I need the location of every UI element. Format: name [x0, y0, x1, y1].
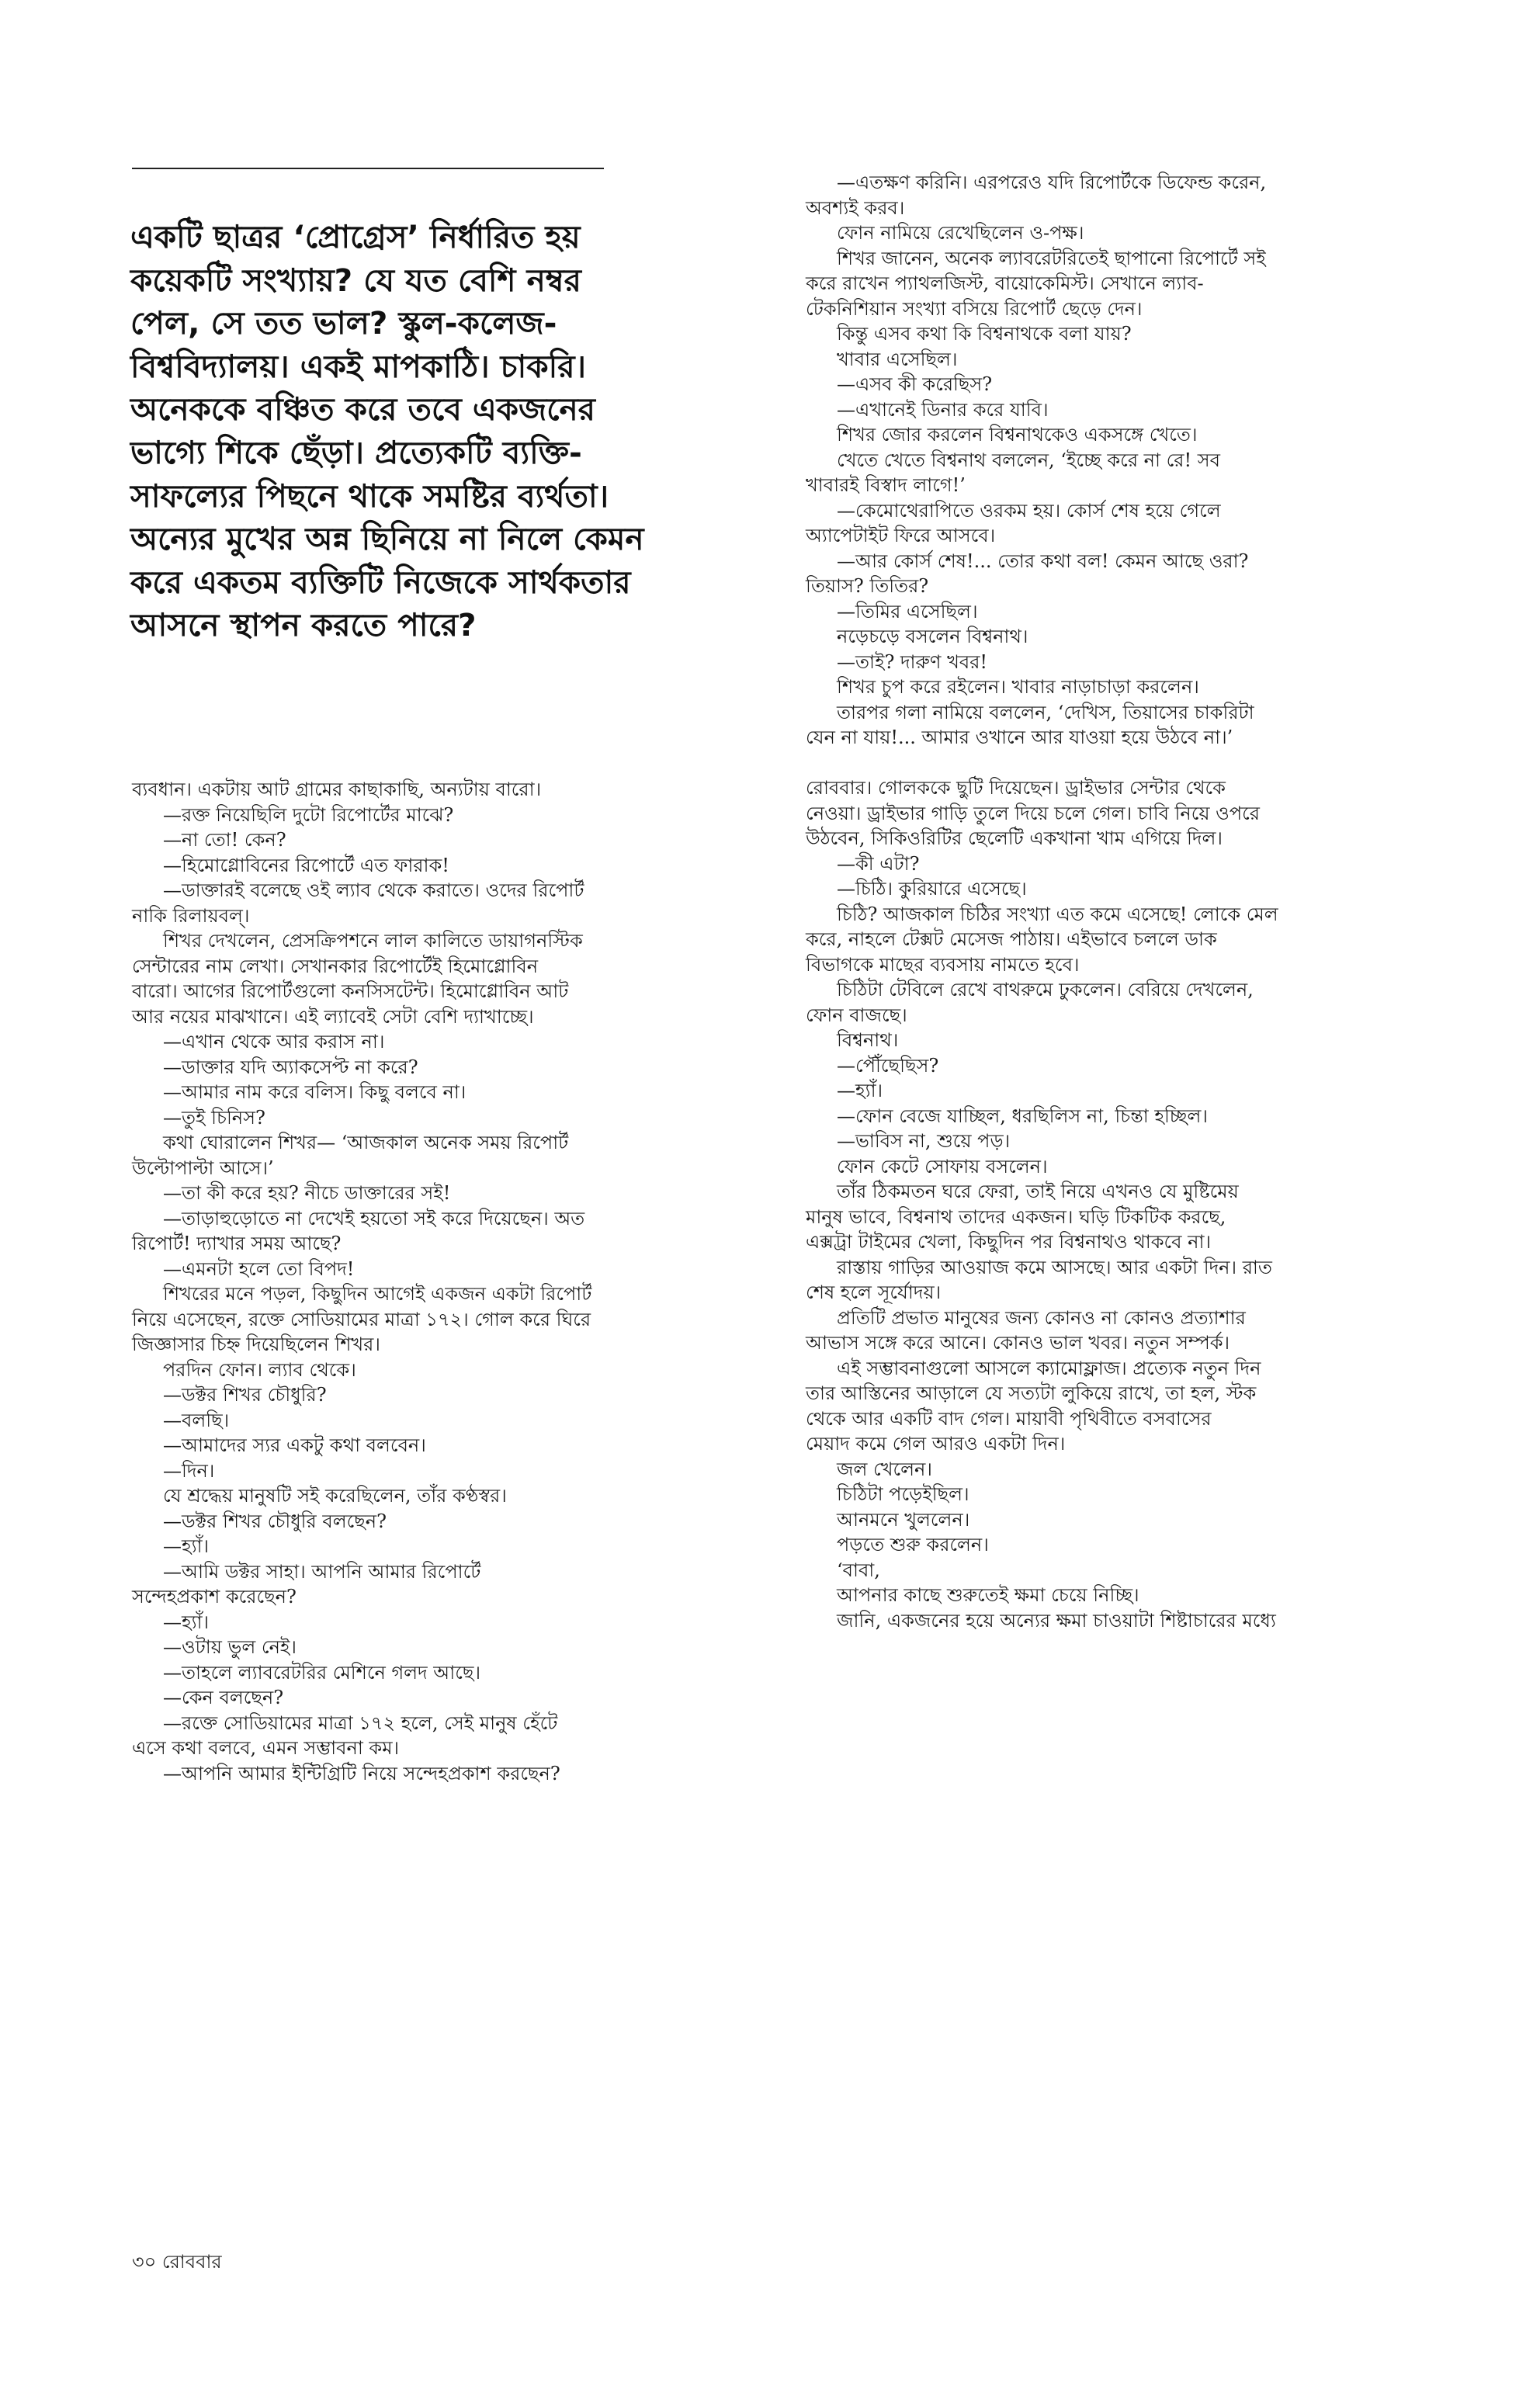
text-line: নাকি রিলায়বল্‌।	[132, 904, 250, 927]
text-line: যে শ্রদ্ধেয় মানুষটি সই করেছিলেন, তাঁর কণ্ঠস্বর।	[163, 1485, 507, 1507]
text-line: এক্সট্রা টাইমের খেলা, কিছুদিন পর বিশ্বনাথও থাকবে না।	[806, 1231, 1212, 1253]
text-line: পড়তে শুরু করলেন।	[837, 1534, 989, 1555]
text-line: —আপনি আমার ইন্টিগ্রিটি নিয়ে সন্দেহপ্রকাশ করছেন?	[163, 1762, 560, 1784]
pull-quote-line: করে একতম ব্যক্তিটি নিজেকে সার্থকতার	[130, 563, 631, 601]
text-line: চিঠি? আজকাল চিঠির সংখ্যা এত কমে এসেছে! লোকে মেল	[837, 903, 1278, 925]
text-line: নিয়ে এসেছেন, রক্তে সোডিয়ামের মাত্রা ১৭২। গোল করে ঘিরে	[132, 1308, 591, 1330]
text-line: রাস্তায় গাড়ির আওয়াজ কমে আসছে। আর একটা দিন। রাত	[837, 1256, 1272, 1278]
text-line: শিখরের মনে পড়ল, কিছুদিন আগেই একজন একটা রিপোর্ট	[163, 1283, 592, 1305]
text-line: নড়েচড়ে বসলেন বিশ্বনাথ।	[837, 626, 1028, 647]
text-line: —কেমোথেরাপিতে ওরকম হয়। কোর্স শেষ হয়ে গেলে	[837, 499, 1221, 522]
text-line: —চিঠি। কুরিয়ারে এসেছে।	[837, 878, 1027, 900]
pull-quote-line: আসনে স্থাপন করতে পারে?	[130, 606, 477, 644]
text-line: তাঁর ঠিকমতন ঘরে ফেরা, তাই নিয়ে এখনও যে মুষ্টিমেয়	[837, 1181, 1239, 1202]
text-line: তিয়াস? তিতির?	[806, 575, 929, 597]
page-folio: ৩০ রোববার	[132, 2251, 222, 2273]
text-line: —আমার নাম করে বলিস। কিছু বলবে না।	[163, 1081, 467, 1103]
text-line: ফোন বাজছে।	[806, 1004, 907, 1026]
left-text-column	[132, 777, 730, 1786]
text-line: শেষ হলে সূর্যোদয়।	[806, 1281, 942, 1303]
pull-quote-line: পেল, সে তত ভাল? স্কুল-কলেজ-	[130, 304, 557, 342]
pull-quote-line: ভাগ্যে শিকে ছেঁড়া। প্রত্যেকটি ব্যক্তি-	[130, 433, 582, 471]
text-line: টেকনিশিয়ান সংখ্যা বসিয়ে রিপোর্ট ছেড়ে দেন।	[806, 297, 1143, 320]
text-line: শিখর দেখলেন, প্রেসক্রিপশনে লাল কালিতে ডায়াগনস্টিক	[163, 930, 583, 952]
text-line: করে রাখেন প্যাথলজিস্ট, বায়োকেমিস্ট। সেখানে ল্যাব-	[806, 272, 1204, 294]
text-line: আর নয়ের মাঝখানে। এই ল্যাবেই সেটা বেশি দ্যাখাচ্ছে।	[132, 1005, 534, 1028]
text-line: —আমি ডক্টর সাহা। আপনি আমার রিপোর্টে	[163, 1560, 481, 1583]
text-line: ‘বাবা,	[837, 1559, 880, 1581]
text-line: —তুই চিনিস?	[163, 1106, 265, 1129]
text-line: আনমনে খুললেন।	[837, 1508, 970, 1531]
text-line: —আর কোর্স শেষ!... তোর কথা বল! কেমন আছে ওরা?	[837, 550, 1249, 572]
text-line: প্রতিটি প্রভাত মানুষের জন্য কোনও না কোনও প্রত্যাশার	[837, 1306, 1246, 1329]
text-line: —এখানেই ডিনার করে যাবি।	[837, 398, 1049, 421]
text-line: —ফোন বেজে যাচ্ছিল, ধরছিলিস না, চিন্তা হচ্ছিল।	[837, 1105, 1208, 1127]
text-line: —হ্যাঁ।	[837, 1080, 883, 1101]
text-line: জানি, একজনের হয়ে অন্যের ক্ষমা চাওয়াটা শিষ্টাচারের মধ্যে	[837, 1609, 1276, 1632]
text-line: —ডাক্তারই বলেছে ওই ল্যাব থেকে করাতে। ওদের রিপোর্ট	[163, 879, 584, 901]
text-line: চিঠিটা পড়েইছিল।	[837, 1483, 969, 1505]
text-line: —রক্তে সোডিয়ামের মাত্রা ১৭২ হলে, সেই মানুষ হেঁটে	[163, 1712, 558, 1734]
text-line: ফোন নামিয়ে রেখেছিলেন ও-পক্ষ।	[837, 222, 1084, 244]
text-line: —এসব কী করেছিস?	[837, 373, 993, 395]
text-line: রিপোর্ট! দ্যাখার সময় আছে?	[132, 1233, 342, 1254]
text-line: —বলছি।	[163, 1409, 230, 1431]
text-line: —হিমোগ্লোবিনের রিপোর্টে এত ফারাক!	[163, 854, 449, 876]
text-line: আভাস সঙ্গে করে আনে। কোনও ভাল খবর। নতুন সম্পর্ক।	[806, 1332, 1230, 1354]
text-line: —ডক্টর শিখর চৌধুরি?	[163, 1384, 327, 1406]
text-line: উঠবেন, সিকিওরিটির ছেলেটি একখানা খাম এগিয়ে দিল।	[806, 827, 1223, 849]
pull-quote-rule	[132, 168, 604, 169]
text-line: খাবারই বিস্বাদ লাগে!’	[806, 474, 966, 496]
right-text-column	[806, 170, 1419, 1633]
text-line: —এতক্ষণ করিনি। এরপরেও যদি রিপোর্টকে ডিফেন্ড করেন,	[837, 172, 1267, 193]
text-line: —পৌঁছেছিস?	[837, 1054, 939, 1077]
pull-quote-line: একটি ছাত্রর ‘প্রোগ্রেস’ নির্ধারিত হয়	[130, 218, 581, 255]
section-break	[806, 751, 1419, 776]
text-line: কথা ঘোরালেন শিখর— ‘আজকাল অনেক সময় রিপোর্ট	[163, 1132, 569, 1153]
text-line: যেন না যায়!... আমার ওখানে আর যাওয়া হয়ে উঠবে না।’	[806, 727, 1233, 748]
text-line: মেয়াদ কমে গেল আরও একটা দিন।	[806, 1433, 1066, 1455]
text-line: ফোন কেটে সোফায় বসলেন।	[837, 1155, 1048, 1177]
text-line: কিন্তু এসব কথা কি বিশ্বনাথকে বলা যায়?	[837, 323, 1132, 345]
text-line: অ্যাপেটাইট ফিরে আসবে।	[806, 525, 996, 546]
text-line: —দিন।	[163, 1459, 215, 1482]
text-line: —এখান থেকে আর করাস না।	[163, 1031, 385, 1053]
text-line: পরদিন ফোন। ল্যাব থেকে।	[163, 1358, 356, 1381]
pull-quote-line: অনেককে বঞ্চিত করে তবে একজনের	[130, 390, 595, 428]
text-line: তারপর গলা নামিয়ে বললেন, ‘দেখিস, তিয়াসের চাকরিটা	[837, 701, 1254, 723]
text-line: বিভাগকে মাছের ব্যবসায় নামতে হবে।	[806, 953, 1080, 976]
text-line: মানুষ ভাবে, বিশ্বনাথ তাদের একজন। ঘড়ি টিকটিক করছে,	[806, 1205, 1226, 1228]
text-line: এই সম্ভাবনাগুলো আসলে ক্যামোফ্লাজ। প্রত্যেক নতুন দিন	[837, 1357, 1261, 1379]
text-line: —হ্যাঁ।	[163, 1611, 210, 1633]
text-line: —হ্যাঁ।	[163, 1535, 210, 1557]
text-line: সেন্টারের নাম লেখা। সেখানকার রিপোর্টেই হিমোগ্লোবিন	[132, 955, 539, 977]
text-line: এসে কথা বলবে, এমন সম্ভাবনা কম।	[132, 1737, 400, 1759]
text-line: —কী এটা?	[837, 852, 920, 875]
pull-quote-line: অন্যের মুখের অন্ন ছিনিয়ে না নিলে কেমন	[130, 520, 644, 558]
text-line: আপনার কাছে শুরুতেই ক্ষমা চেয়ে নিচ্ছি।	[837, 1584, 1139, 1606]
pull-quote-line: সাফল্যের পিছনে থাকে সমষ্টির ব্যর্থতা।	[130, 477, 609, 515]
text-line: চিঠিটা টেবিলে রেখে বাথরুমে ঢুকলেন। বেরিয়ে দেখলেন,	[837, 979, 1254, 1001]
text-line: উল্টোপাল্টা আসে।’	[132, 1157, 274, 1179]
text-line: থেকে আর একটি বাদ গেল। মায়াবী পৃথিবীতে বসবাসের	[806, 1407, 1212, 1430]
text-line: ব্যবধান। একটায় আট গ্রামের কাছাকাছি, অন্যটায় বারো।	[132, 779, 542, 800]
text-line: খেতে খেতে বিশ্বনাথ বললেন, ‘ইচ্ছে করে না রে! সব	[837, 449, 1220, 471]
text-line: শিখর জোর করলেন বিশ্বনাথকেও একসঙ্গে খেতে।	[837, 424, 1198, 446]
text-line: জিজ্ঞাসার চিহ্ন দিয়েছিলেন শিখর।	[132, 1333, 380, 1355]
text-line: অবশ্যই করব।	[806, 196, 905, 219]
text-line: —আমাদের স্যর একটু কথা বলবেন।	[163, 1434, 426, 1456]
text-line: শিখর জানেন, অনেক ল্যাবরেটরিতেই ছাপানো রিপোর্টে সই	[837, 247, 1266, 269]
text-line: শিখর চুপ করে রইলেন। খাবার নাড়াচাড়া করলেন।	[837, 676, 1199, 698]
text-line: —এমনটা হলে তো বিপদ!	[163, 1257, 355, 1280]
text-line: বারো। আগের রিপোর্টগুলো কনসিসটেন্ট। হিমোগ্লোবিন আট	[132, 980, 569, 1002]
text-line: —ডাক্তার যদি অ্যাকসেপ্ট না করে?	[163, 1056, 418, 1078]
pull-quote	[130, 216, 720, 647]
text-line: —ডক্টর শিখর চৌধুরি বলছেন?	[163, 1510, 387, 1532]
text-line: নেওয়া। ড্রাইভার গাড়ি তুলে দিয়ে চলে গেল। চাবি নিয়ে ওপরে	[806, 802, 1260, 824]
text-line: —কেন বলছেন?	[163, 1687, 284, 1708]
text-line: জল খেলেন।	[837, 1458, 932, 1480]
text-line: —রক্ত নিয়েছিলি দুটো রিপোর্টের মাঝে?	[163, 803, 454, 826]
text-line: —তাড়াহুড়োতে না দেখেই হয়তো সই করে দিয়েছেন। অত	[163, 1207, 585, 1229]
text-line: তার আস্তিনের আড়ালে যে সত্যটা লুকিয়ে রাখে, তা হল, স্টক	[806, 1382, 1257, 1404]
text-line: করে, নাহলে টেক্সট মেসেজ পাঠায়। এইভাবে চললে ডাক	[806, 928, 1217, 950]
text-line: বিশ্বনাথ।	[837, 1029, 899, 1051]
text-line: রোববার। গোলককে ছুটি দিয়েছেন। ড্রাইভার সেন্টার থেকে	[806, 777, 1226, 799]
pull-quote-line: বিশ্ববিদ্যালয়। একই মাপকাঠি। চাকরি।	[130, 347, 586, 385]
text-line: —তিমির এসেছিল।	[837, 600, 978, 623]
pull-quote-line: কয়েকটি সংখ্যায়? যে যত বেশি নম্বর	[130, 261, 581, 299]
text-line: খাবার এসেছিল।	[837, 348, 958, 370]
text-line: —তাই? দারুণ খবর!	[837, 650, 988, 673]
text-line: —না তো! কেন?	[163, 829, 286, 851]
text-line: —ভাবিস না, শুয়ে পড়।	[837, 1130, 1011, 1152]
text-line: সন্দেহপ্রকাশ করেছেন?	[132, 1586, 297, 1607]
text-line: —ওটায় ভুল নেই।	[163, 1636, 297, 1658]
text-line: —তা কী করে হয়? নীচে ডাক্তারের সই!	[163, 1182, 451, 1204]
text-line: —তাহলে ল্যাবরেটরির মেশিনে গলদ আছে।	[163, 1661, 481, 1684]
